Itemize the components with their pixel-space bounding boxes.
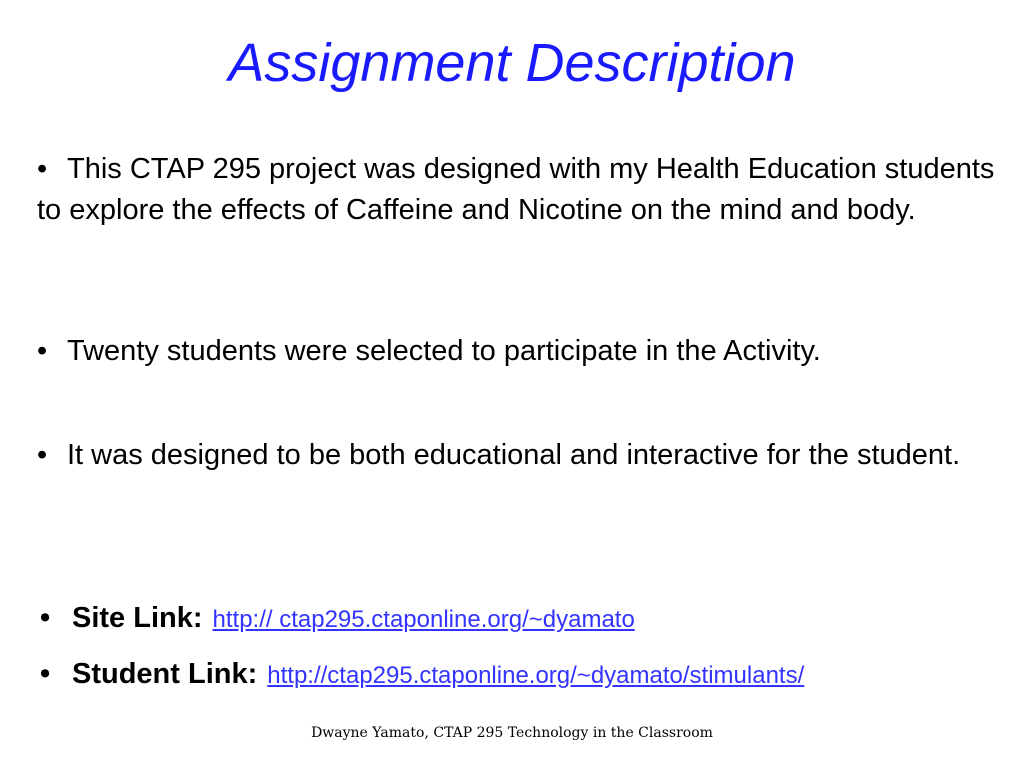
bullet-paragraph-3 <box>37 429 997 481</box>
bullet-text-2: Twenty students were selected to participate in the Activity. <box>67 335 821 367</box>
bullet-glyph: • <box>40 602 51 634</box>
bullet-text-3: It was designed to be both educational and interactive for the student. <box>67 439 961 471</box>
bullet-glyph: • <box>37 335 48 367</box>
bullet-paragraph-1 <box>37 149 997 231</box>
bullet-glyph: • <box>37 439 48 471</box>
student-link-url[interactable]: http://ctap295.ctaponline.org/~dyamato/stimulants/ <box>267 662 805 689</box>
student-link-item <box>40 654 804 696</box>
slide-title: Assignment Description <box>228 33 796 93</box>
bullet-glyph: • <box>40 658 51 690</box>
bullet-glyph: • <box>37 153 48 185</box>
site-link-item <box>40 598 635 640</box>
site-link-url[interactable]: http:// ctap295.ctaponline.org/~dyamato <box>212 606 635 633</box>
site-link-label: Site Link: <box>72 602 203 634</box>
bullet-text-1: This CTAP 295 project was designed with my Health Education students to explore the effects of Caffeine and Nicotine on the mind and body. <box>37 153 995 226</box>
bullet-paragraph-2 <box>37 331 997 372</box>
slide-footer: Dwayne Yamato, CTAP 295 Technology in the Classroom <box>311 725 713 741</box>
student-link-label: Student Link: <box>72 658 258 690</box>
